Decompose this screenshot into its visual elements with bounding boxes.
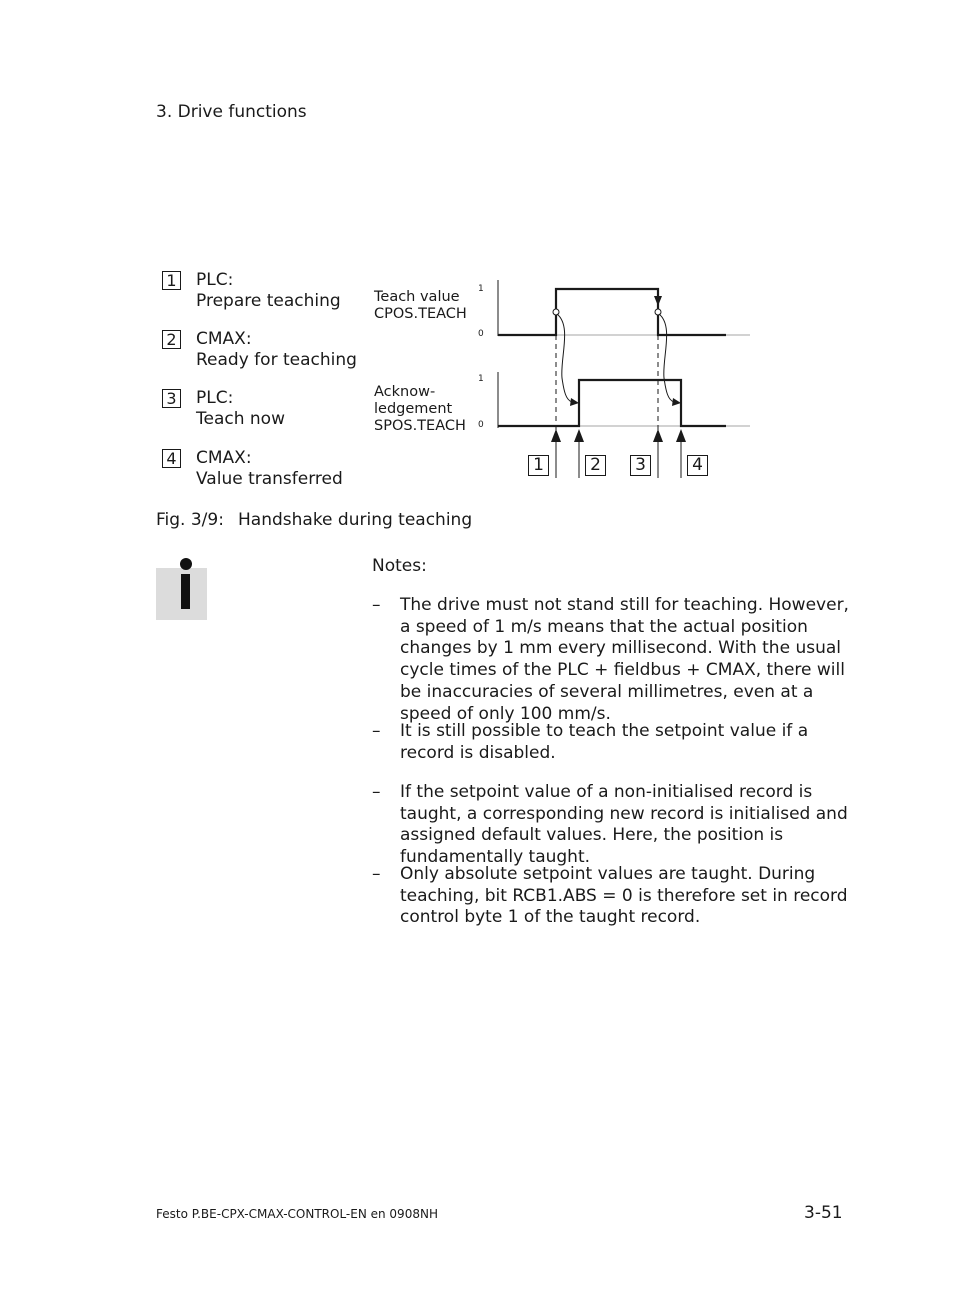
legend-actor: PLC:: [196, 270, 234, 290]
edge-marker-fall: [655, 309, 661, 315]
handshake-arrowhead-1: [570, 398, 579, 406]
handshake-curve-2: [659, 314, 674, 402]
note-text: The drive must not stand still for teaching. However, a speed of 1 m/s means that the actual position changes by 1 mm every millisecond. With the usual cycle times of the PLC + fieldbus + CMAX, there will be inaccuracies of several millimetres, even at a speed of only 100 mm/s.: [400, 595, 849, 724]
signal1-high-tick: 1: [478, 284, 484, 294]
handshake-arrowhead-2: [672, 398, 681, 406]
legend-actor: CMAX:: [196, 329, 252, 349]
legend-actor: CMAX:: [196, 448, 252, 468]
footer-document-id: Festo P.BE-CPX-CMAX-CONTROL-EN en 0908NH: [156, 1207, 438, 1221]
legend-number: 2: [162, 330, 181, 349]
legend-number: 3: [162, 389, 181, 408]
legend-description: Value transferred: [196, 469, 343, 489]
note-text: If the setpoint value of a non-initialised record is taught, a corresponding new record is initialised and assigned default values. Here, the position is fundamentally taught.: [400, 782, 848, 868]
note-dash: –: [372, 595, 381, 615]
note-dash: –: [372, 782, 381, 802]
note-text: It is still possible to teach the setpoint value if a record is disabled.: [400, 721, 809, 763]
section-header: 3. Drive functions: [156, 102, 307, 122]
legend-description: Ready for teaching: [196, 350, 357, 370]
signal1-waveform: [498, 289, 726, 335]
timing-diagram: [0, 0, 954, 520]
note-dash: –: [372, 864, 381, 884]
callout-4: 4: [687, 455, 708, 476]
signal2-high-tick: 1: [478, 374, 484, 384]
signal2-label: Acknow- ledgement SPOS.TEACH: [374, 384, 466, 434]
callout-2: 2: [585, 455, 606, 476]
edge-marker-rise: [553, 309, 559, 315]
figure-title: Handshake during teaching: [238, 510, 473, 530]
note-text: Only absolute setpoint values are taught. During teaching, bit RCB1.ABS = 0 is therefore set in record control byte 1 of the taught record.: [400, 864, 848, 928]
figure-label: Fig. 3/9:: [156, 510, 224, 530]
signal2-low-tick: 0: [478, 420, 484, 430]
callout-1: 1: [528, 455, 549, 476]
signal2-waveform: [498, 380, 726, 426]
legend-number: 4: [162, 449, 181, 468]
handshake-curve-1: [557, 314, 572, 402]
legend-description: Prepare teaching: [196, 291, 341, 311]
legend-description: Teach now: [196, 409, 285, 429]
signal1-low-tick: 0: [478, 329, 484, 339]
footer-page-number: 3-51: [804, 1203, 843, 1223]
signal1-label: Teach value CPOS.TEACH: [374, 289, 467, 322]
callout-3: 3: [630, 455, 651, 476]
fall-arrowhead: [654, 296, 662, 306]
note-dash: –: [372, 721, 381, 741]
legend-number: 1: [162, 271, 181, 290]
info-icon: [156, 568, 207, 620]
legend-actor: PLC:: [196, 388, 234, 408]
figure-caption: [156, 510, 472, 530]
notes-title: Notes:: [372, 556, 427, 576]
